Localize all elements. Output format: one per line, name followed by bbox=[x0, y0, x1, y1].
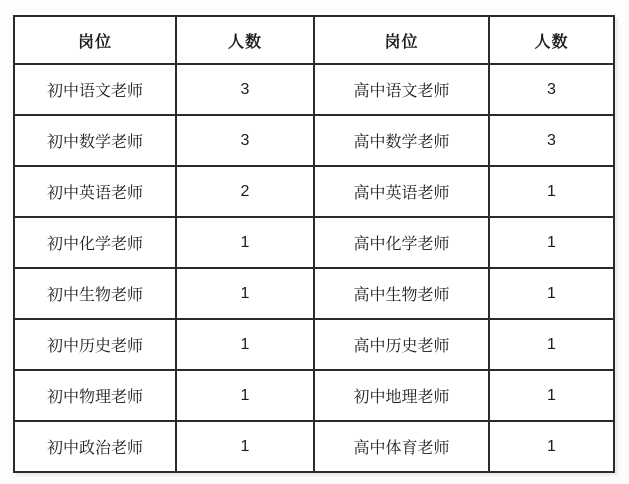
header-cell-position-right: 岗位 bbox=[314, 16, 489, 64]
table-row bbox=[14, 217, 614, 268]
cell-count: 1 bbox=[489, 319, 614, 370]
cell-count: 1 bbox=[176, 421, 314, 472]
table-row bbox=[14, 64, 614, 115]
header-cell-count-left: 人数 bbox=[176, 16, 314, 64]
table-row bbox=[14, 268, 614, 319]
table-row bbox=[14, 115, 614, 166]
table-header bbox=[14, 16, 614, 64]
cell-position: 初中数学老师 bbox=[14, 115, 176, 166]
cell-count: 2 bbox=[176, 166, 314, 217]
cell-position: 高中体育老师 bbox=[314, 421, 489, 472]
table-row bbox=[14, 319, 614, 370]
table-container bbox=[13, 15, 615, 473]
cell-position: 高中英语老师 bbox=[314, 166, 489, 217]
cell-count: 1 bbox=[176, 217, 314, 268]
cell-position: 高中生物老师 bbox=[314, 268, 489, 319]
cell-position: 初中历史老师 bbox=[14, 319, 176, 370]
cell-count: 1 bbox=[489, 421, 614, 472]
cell-position: 高中历史老师 bbox=[314, 319, 489, 370]
cell-position: 初中生物老师 bbox=[14, 268, 176, 319]
cell-count: 1 bbox=[489, 268, 614, 319]
cell-count: 1 bbox=[489, 217, 614, 268]
cell-position: 初中物理老师 bbox=[14, 370, 176, 421]
header-row bbox=[14, 16, 614, 64]
table-row bbox=[14, 166, 614, 217]
cell-position: 初中政治老师 bbox=[14, 421, 176, 472]
recruitment-table bbox=[13, 15, 615, 473]
table-row bbox=[14, 421, 614, 472]
cell-position: 初中化学老师 bbox=[14, 217, 176, 268]
cell-position: 初中语文老师 bbox=[14, 64, 176, 115]
cell-position: 初中地理老师 bbox=[314, 370, 489, 421]
cell-count: 1 bbox=[489, 166, 614, 217]
cell-position: 高中语文老师 bbox=[314, 64, 489, 115]
cell-count: 3 bbox=[489, 64, 614, 115]
cell-position: 高中数学老师 bbox=[314, 115, 489, 166]
cell-count: 3 bbox=[489, 115, 614, 166]
table-body bbox=[14, 64, 614, 472]
header-cell-count-right: 人数 bbox=[489, 16, 614, 64]
table-row bbox=[14, 370, 614, 421]
cell-count: 1 bbox=[176, 370, 314, 421]
cell-count: 1 bbox=[489, 370, 614, 421]
cell-count: 3 bbox=[176, 115, 314, 166]
cell-count: 1 bbox=[176, 319, 314, 370]
header-cell-position-left: 岗位 bbox=[14, 16, 176, 64]
cell-count: 3 bbox=[176, 64, 314, 115]
cell-position: 初中英语老师 bbox=[14, 166, 176, 217]
cell-position: 高中化学老师 bbox=[314, 217, 489, 268]
cell-count: 1 bbox=[176, 268, 314, 319]
